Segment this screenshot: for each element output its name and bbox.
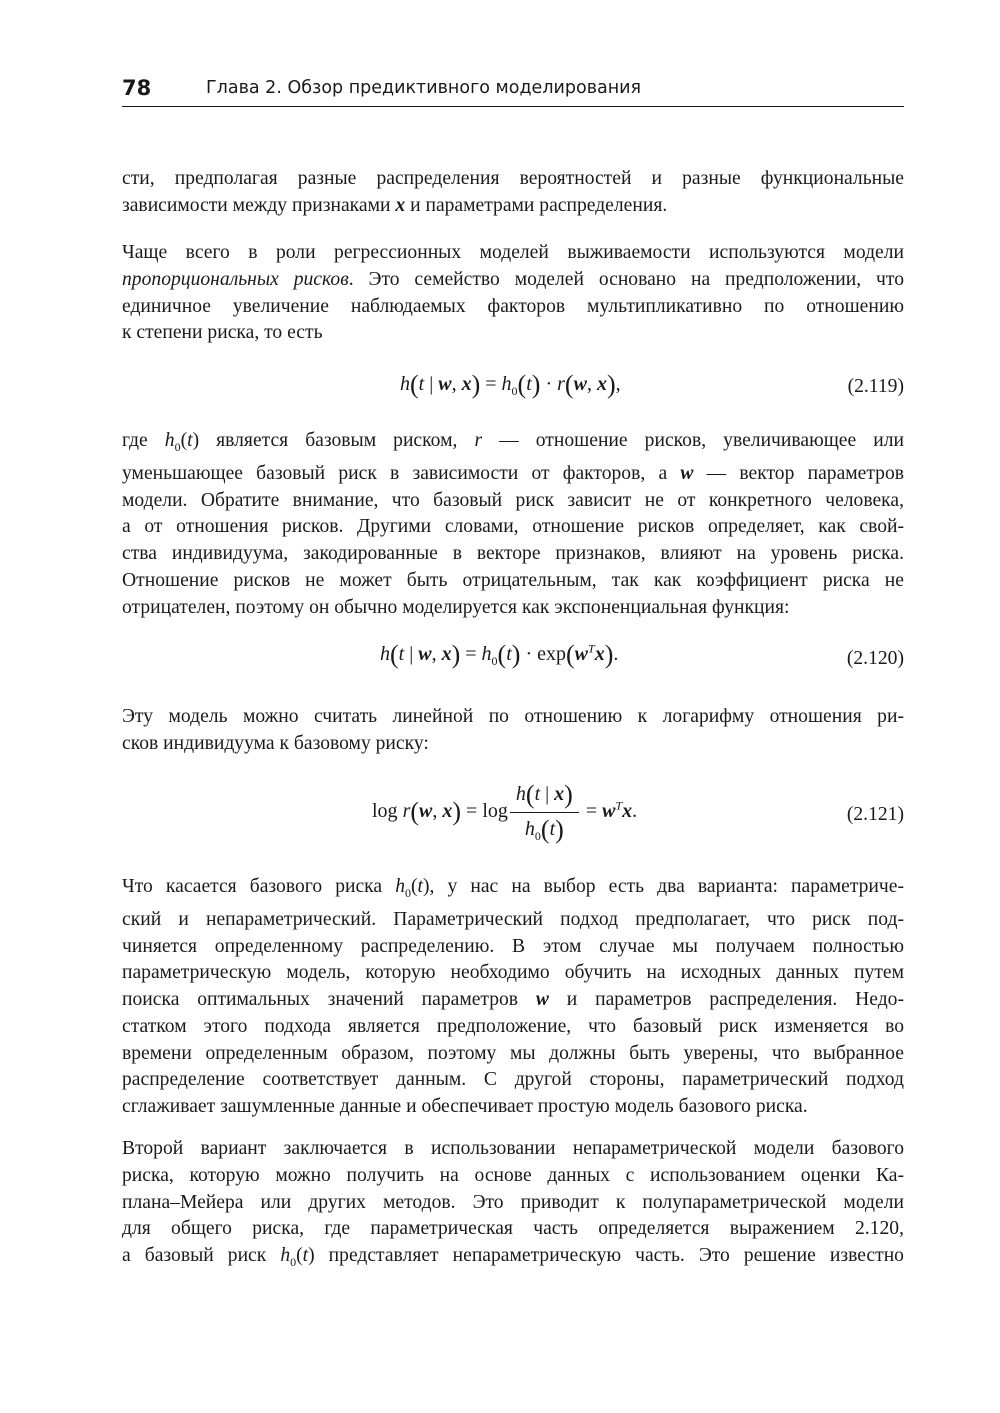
text-line: плана–Мейера или других методов. Это приводит к полупараметрической модели [122,1191,904,1213]
text-line: Чаще всего в роли регрессионных моделей выживаемости используются модели [122,242,904,263]
emphasis: пропорциональных рисков [122,268,349,290]
text-line: Что касается базового риска $h_0(t)$, у нас на выбор есть два варианта: параметриче- [122,876,904,900]
text-line: чиняется определенному распределению. В этом случае мы получаем полностью [122,935,904,957]
math-symbol: w [680,462,694,484]
paragraph-6 [122,1136,904,1276]
equation-number: (2.121) [846,804,904,825]
paragraph-1 [122,166,904,220]
text-line: распределение соответствует данным. С другой стороны, параметрический подход [122,1069,904,1091]
text-line: риска, которую можно получить на основе данных с использованием оценки Ка- [122,1164,904,1186]
equation-2-121 [122,780,904,850]
paragraph-5 [122,874,904,1121]
text-line: параметрическую модель, которую необходимо обучить на исходных данных путем [122,962,904,984]
paragraph-4 [122,704,904,758]
math-symbol: x [395,194,406,216]
page-number: 78 [122,76,152,100]
text-line: статком этого подхода является предположение, что базовый риск изменяется во [122,1015,904,1037]
text-line: Отношение рисков не может быть отрицательным, так как коэффициент риска не [122,569,904,591]
text-line: пропорциональных рисков. Это семейство моделей основано на предположении, что [122,268,904,290]
math-symbol: w [535,989,549,1011]
page-header [122,72,904,107]
equation-number: (2.119) [847,376,904,397]
text-line: отрицателен, поэтому он обычно моделируется как экспоненциальная функция: [122,596,790,618]
text-line: сти, предполагая разные распределения вероятностей и разные функциональные [122,168,904,189]
fraction: $\frac{h(t | x)}{h_0(t)}$ [510,780,579,845]
equation-body: h(t | w, $x) = h_0(t) \cdot r(w$, x), [400,370,621,399]
text-line: времени определенным образом, поэтому мы должны быть уверены, что выбранное [122,1042,904,1064]
text-line: а базовый риск $h_0(t)$ представляет непараметрическую часть. Это решение известно [122,1245,904,1270]
text-line: где $h_0(t)$ является базовым риском, r — отношение рисков, увеличивающее или [122,430,904,454]
paragraph-3 [122,428,904,621]
paragraph-2 [122,240,904,347]
text-line: ства индивидуума, закодированные в векторе признаков, влияют на уровень риска. [122,543,904,565]
text-line: поиска оптимальных значений параметров w и параметров распределения. Недо- [122,989,904,1011]
running-title: Глава 2. Обзор предиктивного моделирования [206,78,642,98]
text-line: уменьшающее базовый риск в зависимости от факторов, а w — вектор параметров [122,462,905,484]
text-line: зависимости между признаками x и параметрами распределения. [122,194,668,216]
text-line: единичное увеличение наблюдаемых факторов мультипликативно по отношению [122,295,904,317]
text-line: Эту модель можно считать линейной по отношению к логарифму отношения ри- [122,706,904,727]
equation-2-120 [122,640,904,676]
equation-body: log r(w, x) = log $\frac{h(t | x)}{h_0(t)}$ = $w^Tx$. [372,780,638,844]
text-line: ский и непараметрический. Параметрический подход предполагает, что риск под- [122,908,904,930]
text-line: модели. Обратите внимание, что базовый риск зависит не от конкретного человека, [122,489,904,511]
text-line: Второй вариант заключается в использовании непараметрической модели базового [122,1138,904,1159]
text-line: сглаживает зашумленные данные и обеспечивает простую модель базового риска. [122,1096,808,1118]
text-line: для общего риска, где параметрическая часть определяется выражением 2.120, [122,1218,904,1240]
text-line: сков индивидуума к базовому риску: [122,732,429,754]
equation-2-119 [122,370,904,404]
text-line: а от отношения рисков. Другими словами, отношение рисков определяет, как свой- [122,516,904,538]
text-line: к степени риска, то есть [122,322,323,344]
equation-body: h(t | w, $x) = h_0(t) \cdot \exp(w^Tx)$. [380,640,619,669]
equation-number: (2.120) [846,648,904,669]
